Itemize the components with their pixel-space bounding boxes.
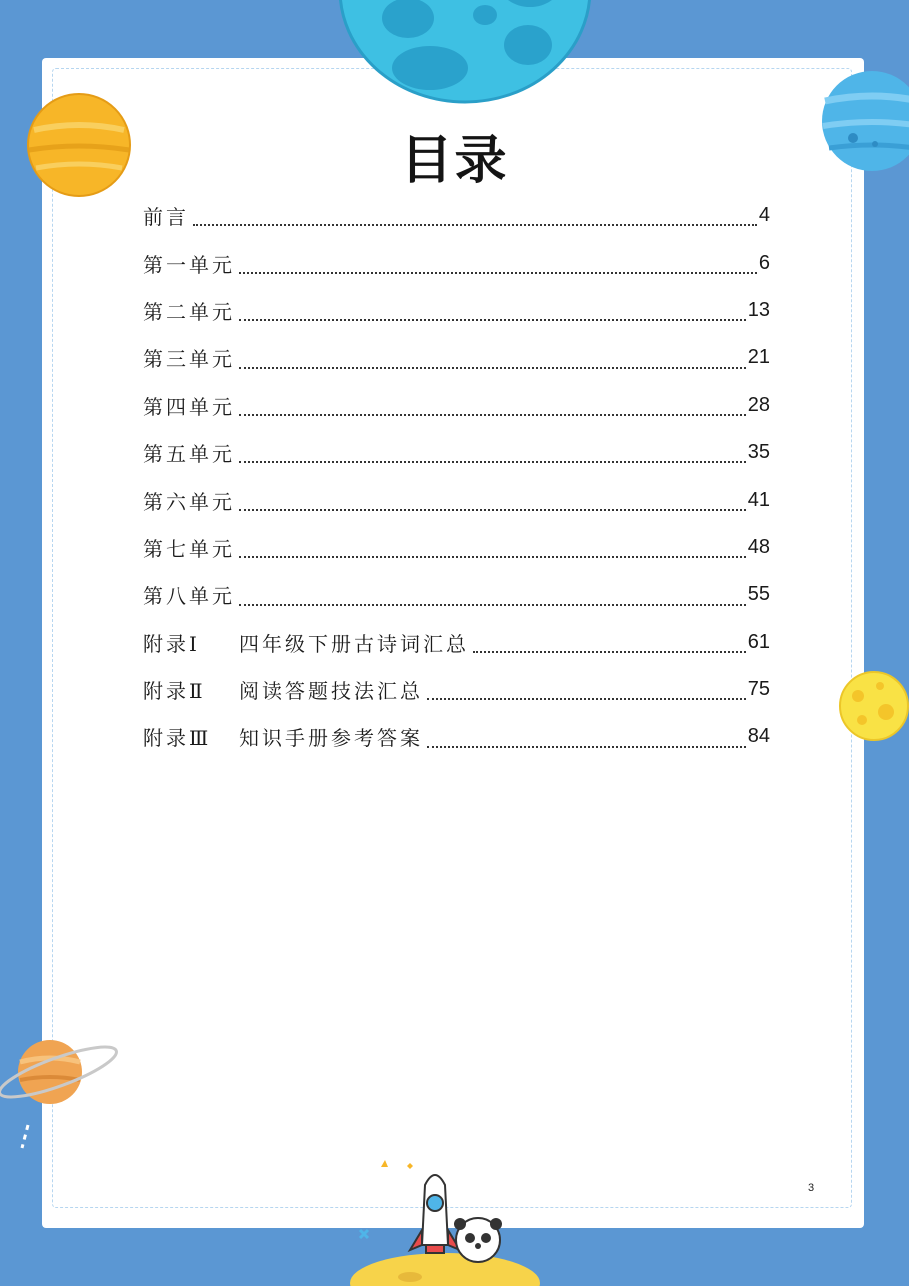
toc-entry-unit-1[interactable] (143, 239, 770, 286)
toc-leader-dots (193, 224, 757, 226)
toc-entry-page: 13 (747, 298, 770, 321)
toc-leader-dots (473, 651, 746, 653)
toc-entry-label: 第二单元 (143, 299, 235, 324)
toc-entry-prefix: 附录Ⅲ (143, 726, 212, 751)
toc-entry-page: 84 (747, 725, 770, 748)
ringed-planet-icon (0, 1030, 125, 1150)
toc-entry-unit-8[interactable] (143, 571, 770, 618)
toc-leader-dots (239, 272, 757, 274)
toc-entry-appendix-1[interactable] (143, 619, 770, 666)
toc-leader-dots (239, 509, 746, 511)
toc-entry-unit-4[interactable] (143, 382, 770, 429)
toc-leader-dots (239, 367, 746, 369)
toc-entry-appendix-3[interactable] (143, 713, 770, 760)
toc-leader-dots (239, 414, 746, 416)
toc-entry-label: 知识手册参考答案 (239, 726, 423, 751)
blue-planet-icon (320, 0, 610, 110)
toc-entry-page: 61 (747, 630, 770, 653)
rocket-icon (340, 1155, 540, 1286)
toc-entry-label: 四年级下册古诗词汇总 (239, 631, 469, 656)
cheese-moon-icon (836, 668, 909, 744)
toc-entry-label: 第四单元 (143, 394, 235, 419)
toc-entry-page: 55 (747, 583, 770, 606)
toc-entry-label: 第六单元 (143, 489, 235, 514)
toc-leader-dots (427, 698, 746, 700)
toc-entry-label: 第一单元 (143, 252, 235, 277)
toc-entry-label: 第八单元 (143, 584, 235, 609)
panda-astronaut-icon (448, 1212, 508, 1272)
toc-entry-page: 21 (747, 346, 770, 369)
page-number: 3 (808, 1182, 815, 1194)
toc-entry-prefix: 附录Ⅱ (143, 679, 206, 704)
table-of-contents (143, 192, 770, 761)
toc-leader-dots (239, 604, 746, 606)
toc-entry-label: 第五单元 (143, 442, 235, 467)
toc-entry-unit-5[interactable] (143, 429, 770, 476)
toc-entry-page: 48 (747, 535, 770, 558)
toc-entry-unit-3[interactable] (143, 334, 770, 381)
toc-entry-label: 第七单元 (143, 536, 235, 561)
toc-entry-unit-6[interactable] (143, 476, 770, 523)
toc-entry-page: 6 (758, 251, 770, 274)
toc-entry-unit-7[interactable] (143, 524, 770, 571)
toc-entry-page: 75 (747, 678, 770, 701)
toc-leader-dots (239, 461, 746, 463)
toc-entry-prefix: 附录Ⅰ (143, 631, 200, 656)
toc-entry-page: 28 (747, 393, 770, 416)
toc-leader-dots (239, 319, 746, 321)
toc-entry-label: 前言 (143, 205, 189, 230)
toc-entry-label: 阅读答题技法汇总 (239, 679, 423, 704)
toc-entry-label: 第三单元 (143, 347, 235, 372)
toc-entry-page: 41 (747, 488, 770, 511)
toc-leader-dots (427, 746, 746, 748)
toc-entry-unit-2[interactable] (143, 287, 770, 334)
toc-entry-preface[interactable] (143, 192, 770, 239)
toc-entry-page: 4 (758, 204, 770, 227)
toc-entry-page: 35 (747, 441, 770, 464)
toc-entry-appendix-2[interactable] (143, 666, 770, 713)
page-title: 目录 (400, 131, 509, 191)
toc-leader-dots (239, 556, 746, 558)
